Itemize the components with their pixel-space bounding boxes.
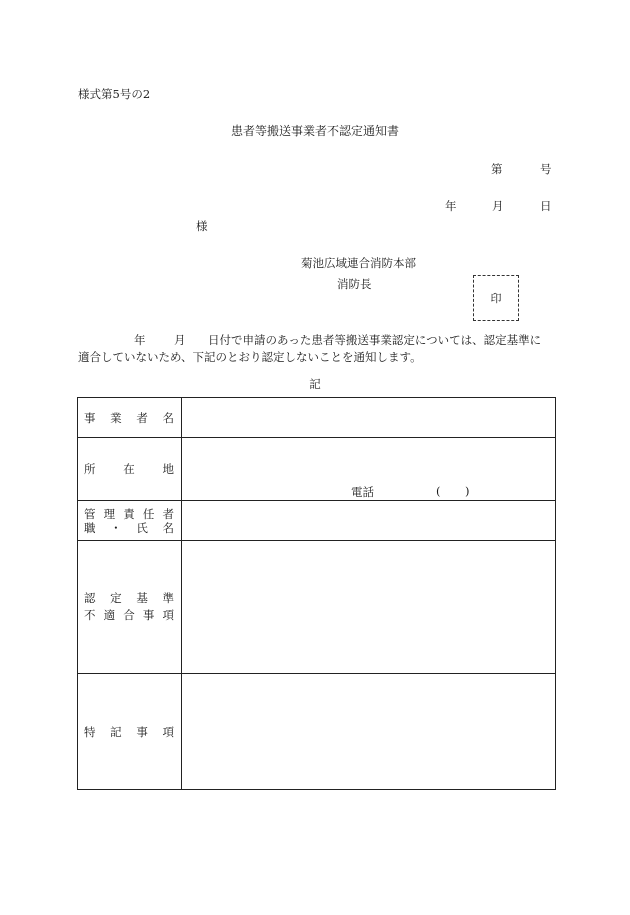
row-nonconformity bbox=[78, 541, 556, 674]
details-table bbox=[77, 397, 556, 790]
label-char: ・ bbox=[110, 520, 122, 535]
label-char: 氏 bbox=[136, 520, 148, 535]
row-manager bbox=[78, 501, 556, 541]
label-char: 事 bbox=[84, 410, 96, 425]
label-address bbox=[78, 438, 182, 501]
label-char: 適 bbox=[103, 608, 116, 622]
label-char: 認 bbox=[84, 591, 96, 605]
row-business-name bbox=[78, 398, 556, 438]
row-remarks bbox=[78, 674, 556, 790]
phone-paren-close: ) bbox=[465, 484, 470, 498]
document-title: 患者等搬送事業者不認定通知書 bbox=[230, 124, 399, 138]
label-char: 所 bbox=[84, 462, 96, 476]
date-month-label: 月 bbox=[492, 199, 504, 213]
value-nonconformity[interactable] bbox=[182, 541, 556, 674]
addressee-suffix: 様 bbox=[196, 219, 208, 233]
phone-label: 電話 bbox=[351, 485, 374, 499]
label-char: 準 bbox=[162, 591, 174, 605]
label-char: 合 bbox=[123, 608, 135, 622]
phone-paren-open: ( bbox=[436, 484, 441, 498]
body-line-1 bbox=[134, 332, 542, 348]
label-char: 項 bbox=[162, 724, 174, 739]
label-char: 基 bbox=[136, 591, 148, 605]
label-manager bbox=[78, 501, 182, 541]
label-char: 任 bbox=[142, 506, 155, 521]
label-char: 名 bbox=[162, 410, 174, 425]
label-char: 特 bbox=[84, 724, 96, 739]
label-char: 理 bbox=[103, 506, 116, 521]
body-line-2: 適合していないため、下記のとおり認定しないことを通知します。 bbox=[78, 350, 422, 364]
label-char: 業 bbox=[110, 410, 122, 425]
value-remarks[interactable] bbox=[182, 674, 556, 790]
label-char: 名 bbox=[162, 520, 174, 535]
label-char: 事 bbox=[136, 724, 148, 739]
label-char: 職 bbox=[84, 520, 96, 535]
form-number: 様式第5号の2 bbox=[78, 87, 151, 101]
label-remarks bbox=[78, 674, 182, 790]
label-char: 在 bbox=[123, 462, 135, 476]
seal-box bbox=[473, 275, 519, 321]
phone-line bbox=[351, 484, 470, 500]
value-manager[interactable] bbox=[182, 501, 556, 541]
row-address bbox=[78, 438, 556, 501]
body-text-1: 日付で申請のあった患者等搬送事業認定については、認定基準に bbox=[208, 333, 542, 347]
issuer-chief: 消防長 bbox=[337, 277, 372, 291]
label-char: 責 bbox=[123, 506, 135, 521]
label-char: 記 bbox=[110, 724, 122, 739]
body-year-label: 年 bbox=[134, 333, 146, 347]
label-char: 定 bbox=[110, 591, 122, 605]
label-char: 不 bbox=[84, 608, 96, 622]
label-char: 事 bbox=[142, 608, 155, 622]
value-business-name[interactable] bbox=[182, 398, 556, 438]
label-nonconformity bbox=[78, 541, 182, 674]
body-month-label: 月 bbox=[174, 333, 186, 347]
label-char: 管 bbox=[84, 506, 96, 521]
number-label-dai: 第 bbox=[491, 162, 503, 176]
label-char: 者 bbox=[136, 410, 148, 425]
number-label-go: 号 bbox=[540, 162, 552, 176]
label-char: 項 bbox=[162, 608, 174, 622]
issuer-department: 菊池広域連合消防本部 bbox=[301, 256, 416, 270]
date-year-label: 年 bbox=[445, 199, 457, 213]
label-business-name bbox=[78, 398, 182, 438]
date-day-label: 日 bbox=[540, 199, 552, 213]
ki-heading: 記 bbox=[309, 377, 321, 391]
seal-label: 印 bbox=[490, 292, 502, 305]
label-char: 者 bbox=[162, 506, 174, 521]
value-address[interactable] bbox=[182, 438, 556, 501]
label-char: 地 bbox=[162, 462, 174, 476]
